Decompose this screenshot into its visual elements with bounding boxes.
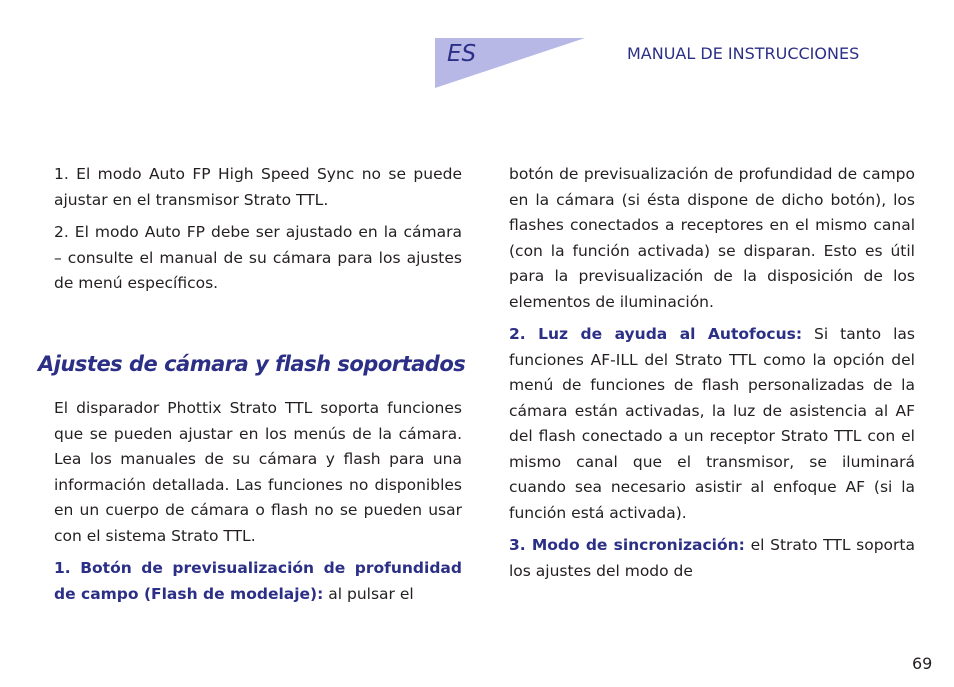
language-code: ES: [447, 41, 477, 67]
item-1-paragraph: [54, 556, 462, 607]
continuation-paragraph: botón de previsualización de profundidad de campo en la cámara (si ésta dispone de dicho botón), los flashes conectados a receptores en el mismo canal (con la función activada) se disparan. Esto es útil para la previsualización de la disposición de los elementos de iluminación.: [509, 165, 915, 311]
item-2-paragraph: [509, 322, 915, 526]
right-column: [509, 162, 915, 591]
item-1-title: 1. Botón de previsualización de profundidad de campo (Flash de modelaje):: [54, 559, 462, 603]
item-2-title: 2. Luz de ayuda al Autofocus:: [509, 325, 803, 343]
item-3-text: el Strato TTL soporta los ajustes del modo de: [509, 536, 915, 580]
note-2: 2. El modo Auto FP debe ser ajustado en la cámara – consulte el manual de su cámara para los ajustes de menú específicos.: [54, 223, 462, 292]
left-notes: [54, 162, 462, 304]
left-body: [54, 396, 462, 614]
note-1: 1. El modo Auto FP High Speed Sync no se puede ajustar en el transmisor Strato TTL.: [54, 165, 462, 209]
item-1-text: al pulsar el: [323, 584, 414, 603]
item-3-paragraph: [509, 533, 915, 584]
item-2-text: Si tanto las funciones AF-ILL del Strato TTL como la opción del menú de funciones de flash personalizadas de la cámara están activadas, la luz de asistencia al AF del flash conectado a un receptor Strato TTL con el mismo canal que el transmisor, se iluminará cuando sea necesario asistir al enfoque AF (si la función está activada).: [509, 325, 915, 522]
item-3-title: 3. Modo de sincronización:: [509, 536, 745, 554]
intro-paragraph: El disparador Phottix Strato TTL soporta funciones que se pueden ajustar en los menús de la cámara. Lea los manuales de su cámara y flash para una información detallada. Las funciones no disponibles en un cuerpo de cámara o flash no se pueden usar con el sistema Strato TTL.: [54, 399, 462, 545]
manual-title: MANUAL DE INSTRUCCIONES: [627, 44, 860, 63]
section-heading: Ajustes de cámara y flash soportados: [38, 352, 466, 376]
page-number: 69: [912, 654, 933, 673]
